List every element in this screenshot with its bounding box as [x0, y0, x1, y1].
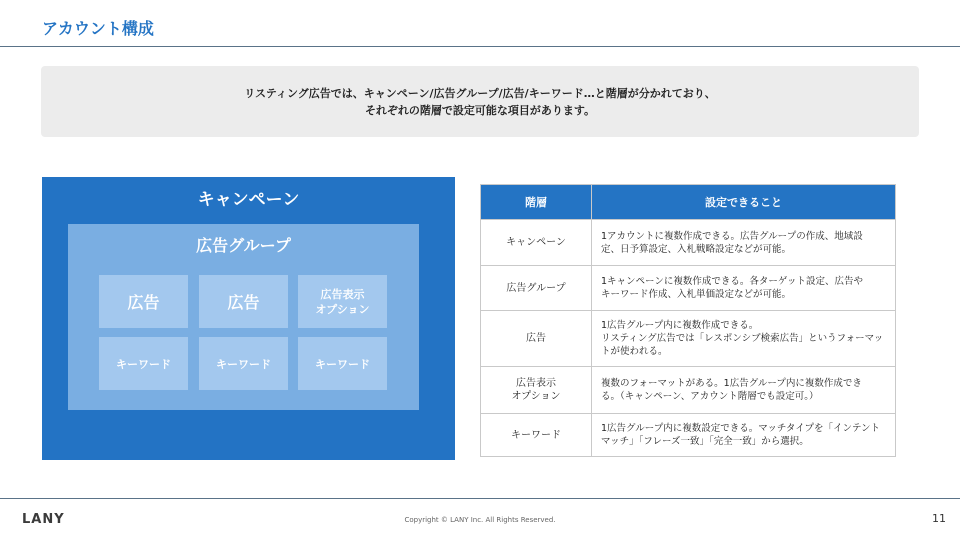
level-cell [481, 367, 592, 414]
desc-cell [592, 266, 896, 311]
desc-line: マッチ」「フレーズ一致」「完全一致」から選択。 [601, 436, 809, 447]
campaign-label: キャンペーン [197, 190, 300, 210]
level-text: 広告グループ [506, 282, 566, 294]
header-level: 階層 [481, 185, 592, 220]
desc-line: キーワード作成、入札単価設定などが可能。 [601, 289, 792, 300]
table-row [481, 414, 896, 457]
desc-line: 定、日予算設定、入札戦略設定などが可能。 [601, 243, 792, 255]
page-number: 11 [932, 512, 946, 525]
footer-divider [0, 498, 960, 499]
ad-extension-line-1: 広告表示 [320, 287, 365, 301]
ad-group-box [68, 224, 419, 410]
ad-extension-cell [298, 275, 387, 328]
desc-line: 複数のフォーマットがある。1広告グループ内に複数作成でき [601, 378, 862, 389]
table-row [481, 220, 896, 266]
ad-cell-2: 広告 [199, 275, 288, 328]
header-settings: 設定できること [592, 185, 896, 220]
keyword-cell-2: キーワード [199, 337, 288, 390]
table-header-row [481, 185, 896, 220]
ad-extension-line-2: オプション [315, 302, 370, 316]
page-title: アカウント構成 [42, 19, 154, 38]
desc-line: 1アカウントに複数作成できる。広告グループの作成、地域設 [601, 230, 863, 242]
desc-line: リスティング広告では「レスポンシブ検索広告」というフォーマッ [601, 333, 884, 344]
summary-box [41, 66, 919, 137]
desc-line: トが使われる。 [601, 346, 668, 357]
table-row [481, 266, 896, 311]
company-logo: LANY [22, 512, 65, 527]
level-cell [481, 220, 592, 266]
desc-line: る。（キャンペーン、アカウント階層でも設定可。） [601, 391, 819, 402]
title-divider [0, 46, 960, 47]
ad-group-label: 広告グループ [196, 236, 291, 255]
keyword-cell-1: キーワード [99, 337, 188, 390]
copyright-text: Copyright © LANY Inc. All Rights Reserved. [404, 516, 556, 524]
campaign-diagram [42, 177, 455, 460]
level-text: キャンペーン [506, 237, 566, 248]
level-text: オプション [511, 391, 561, 402]
level-cell [481, 414, 592, 457]
desc-cell [592, 414, 896, 457]
desc-cell [592, 220, 896, 266]
desc-line: 1広告グループ内に複数設定できる。マッチタイプを「インテント [601, 423, 880, 434]
level-text: 広告 [526, 333, 546, 344]
desc-cell [592, 311, 896, 367]
level-text: キーワード [511, 429, 561, 441]
level-cell [481, 266, 592, 311]
keyword-cell-3: キーワード [298, 337, 387, 390]
level-text: 広告表示 [516, 378, 556, 389]
desc-line: 1キャンペーンに複数作成できる。各ターゲット設定、広告や [601, 276, 863, 287]
table-row [481, 367, 896, 414]
ad-cell-1: 広告 [99, 275, 188, 328]
level-cell [481, 311, 592, 367]
hierarchy-table [480, 184, 896, 457]
summary-line-2: それぞれの階層で設定可能な項目があります。 [364, 103, 596, 117]
desc-cell [592, 367, 896, 414]
desc-line: 1広告グループ内に複数作成できる。 [601, 320, 759, 331]
table-row [481, 311, 896, 367]
summary-line-1: リスティング広告では、キャンペーン/広告グループ/広告/キーワード…と階層が分かれており、 [244, 86, 716, 100]
